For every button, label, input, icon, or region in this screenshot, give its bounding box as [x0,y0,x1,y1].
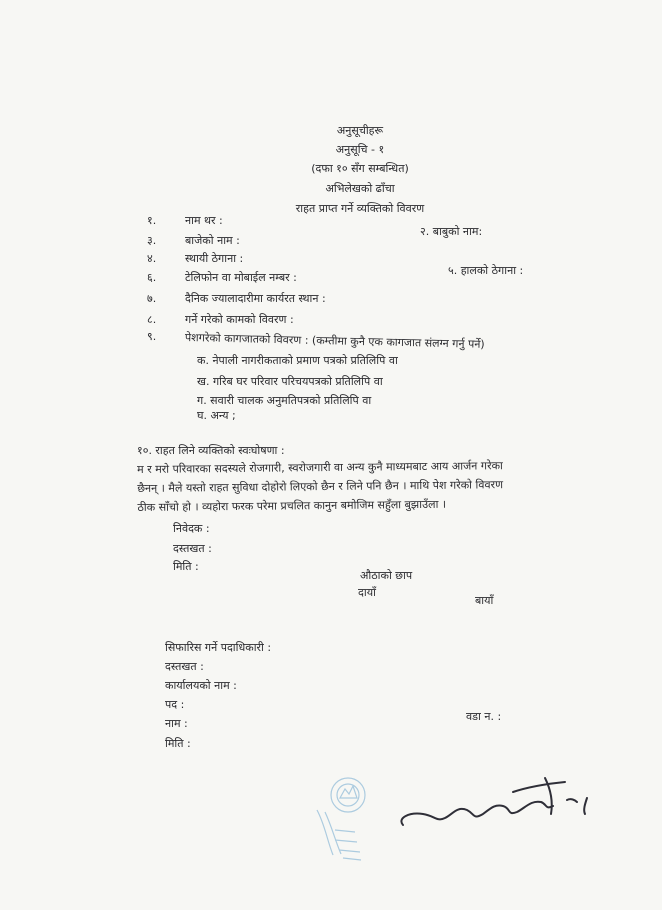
field-workplace: दैनिक ज्यालादारीमा कार्यरत स्थान : [185,292,326,305]
field-3-number: ३. [147,234,157,247]
applicant-date-label: मिति : [173,560,199,573]
document-other: घ. अन्य ; [197,409,236,422]
recommender-heading: सिफारिस गर्ने पदाधिकारी : [165,641,272,654]
recommender-office-label: कार्यालयको नाम : [165,679,237,692]
applicant-signature-label: दस्तखत : [173,542,212,555]
record-format-title: अभिलेखको ढाँचा [325,182,395,195]
field-work-description: गर्ने गरेको कामको विवरण : [185,313,294,326]
declaration-line-1: म र मरो परिवारका सदस्यले रोजगारी, स्वरोजगारी वा अन्य कुनै माध्यमबाट आय आर्जन गरेका [137,459,503,476]
thumbprint-label: औठाको छाप [360,569,413,582]
recommender-signature-label: दस्तखत : [165,660,204,673]
form-title: राहत प्राप्त गर्ने व्यक्तिको विवरण [295,202,425,215]
schedule-number: अनुसूचि - १ [335,143,385,156]
declaration-line-2: छैनन् । मैले यस्तो राहत सुविधा दोहोरो लिएको छैन र लिने पनि छैन । माथि पेश गरेको विवरण [137,478,504,495]
field-father-name: २. बाबुको नाम: [420,225,483,238]
ward-number-label: वडा न. : [466,710,502,723]
field-permanent-address: स्थायी ठेगाना : [185,252,244,265]
declaration-heading: १०. राहत लिने व्यक्तिको स्वःघोषणा : [137,444,285,457]
field-1-number: १. [147,214,157,227]
recommender-signature [395,770,595,835]
office-stamp [305,770,375,865]
applicant-label: निवेदक : [173,522,210,535]
document-driving-license: ग. सवारी चालक अनुमतिपत्रको प्रतिलिपि वा [197,394,372,407]
field-6-number: ६. [147,271,157,284]
thumbprint-left-label: बायाँ [475,594,494,607]
field-8-number: ८. [147,313,157,326]
field-9-number: ९. [147,330,157,343]
field-4-number: ४. [147,252,157,265]
document-poor-family-id: ख. गरिब घर परिवार परिचयपत्रको प्रतिलिपि वा [197,375,383,388]
field-grandfather-name: बाजेको नाम : [185,234,240,247]
declaration-line-3: ठीक साँचो हो । व्यहोरा फरक परेमा प्रचलित कानुन बमोजिम सहुँला बुझाउँला । [137,497,447,514]
declaration-text [137,456,503,517]
field-documents: पेशगरेको कागजातको विवरण : (कम्तीमा कुनै एक कागजात संलग्न गर्नु पर्ने) [184,331,485,351]
thumbprint-right-label: दायाँ [358,586,376,599]
field-current-address: ५. हालको ठेगाना : [448,264,524,277]
field-name: नाम थर : [185,214,223,227]
recommender-name-label: नाम : [165,717,188,730]
annex-title: अनुसूचीहरू [336,124,384,137]
document-citizenship: क. नेपाली नागरीकताको प्रमाण पत्रको प्रतिलिपि वा [197,354,398,367]
recommender-post-label: पद : [165,698,185,711]
field-7-number: ७. [147,292,157,305]
recommender-date-label: मिति : [165,737,191,750]
section-reference: (दफा १० सँग सम्बन्धित) [311,162,409,175]
field-phone: टेलिफोन वा मोबाईल नम्बर : [185,271,297,284]
